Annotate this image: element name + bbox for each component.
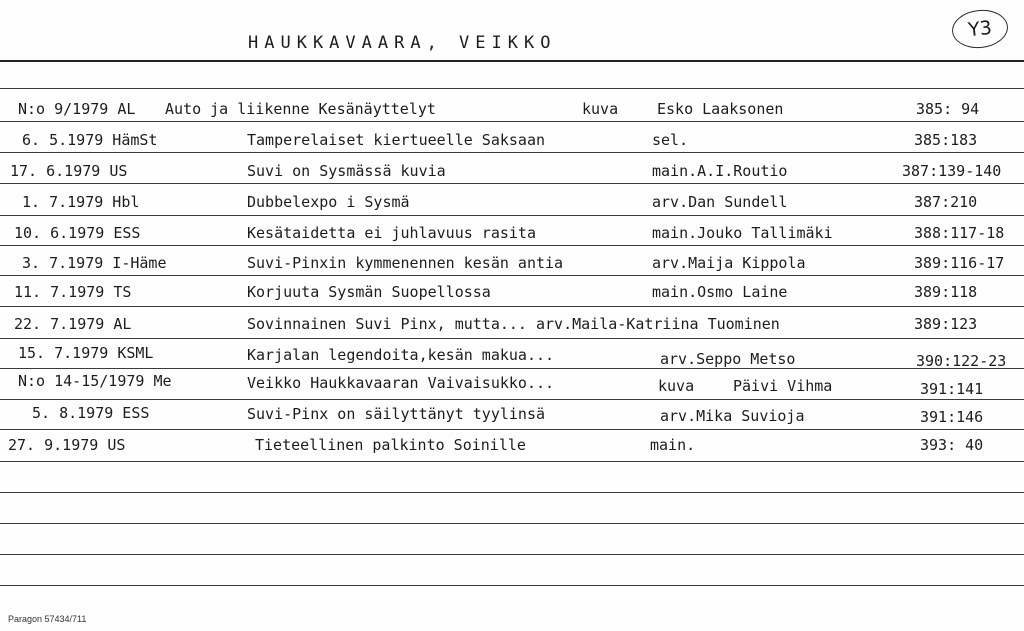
ruled-line	[0, 368, 1024, 369]
entry-title: Tieteellinen palkinto Soinille	[255, 436, 526, 454]
entry-date: 11. 7.1979 TS	[14, 283, 132, 301]
entry-ref: 387:210	[914, 193, 978, 211]
ruled-line	[0, 585, 1024, 586]
entry-title: Korjuuta Sysmän Suopellossa	[247, 283, 491, 301]
ruled-line	[0, 523, 1024, 524]
entry-author: Päivi Vihma	[733, 377, 833, 395]
ruled-line	[0, 338, 1024, 339]
entry-author: sel.	[652, 131, 689, 149]
entry-date: 5. 8.1979 ESS	[32, 404, 150, 422]
entry-ref: 389:116-17	[914, 254, 1005, 272]
entry-title: Karjalan legendoita,kesän makua...	[247, 346, 555, 364]
card-title: HAUKKAVAARA, VEIKKO	[248, 33, 557, 53]
entry-ref: 389:123	[914, 315, 978, 333]
entry-date: 6. 5.1979 HämSt	[22, 131, 158, 149]
entry-date: 27. 9.1979 US	[8, 436, 126, 454]
entry-title: Dubbelexpo i Sysmä	[247, 193, 410, 211]
entry-author: main.	[650, 436, 696, 454]
entry-date: 1. 7.1979 Hbl	[22, 193, 140, 211]
entry-date: 3. 7.1979 I-Häme	[22, 254, 167, 272]
ruled-line	[0, 275, 1024, 276]
entry-date: 10. 6.1979 ESS	[14, 224, 141, 242]
entry-title: Suvi-Pinxin kymmenennen kesän antia	[247, 254, 564, 272]
ruled-line	[0, 492, 1024, 493]
entry-author: arv.Maija Kippola	[652, 254, 806, 272]
entry-title: Suvi on Sysmässä kuvia	[247, 162, 446, 180]
entry-ref: 388:117-18	[914, 224, 1005, 242]
entry-date: 22. 7.1979 AL	[14, 315, 132, 333]
entry-ref: 391:146	[920, 408, 984, 426]
ruled-line	[0, 461, 1024, 462]
entry-title: Veikko Haukkavaaran Vaivaisukko...	[247, 374, 555, 392]
entry-ref: 389:118	[914, 283, 978, 301]
entry-date: 15. 7.1979 KSML	[18, 344, 154, 362]
entry-author: Esko Laaksonen	[657, 100, 784, 118]
entry-title: Tamperelaiset kiertueelle Saksaan	[247, 131, 546, 149]
entry-author: main.Osmo Laine	[652, 283, 788, 301]
ruled-line	[0, 399, 1024, 400]
entry-author: main.A.I.Routio	[652, 162, 788, 180]
entry-date: 17. 6.1979 US	[10, 162, 128, 180]
entry-title: Auto ja liikenne Kesänäyttelyt	[165, 100, 436, 118]
entry-author: arv.Dan Sundell	[652, 193, 788, 211]
ruled-line	[0, 88, 1024, 89]
entry-title: Suvi-Pinx on säilyttänyt tyylinsä	[247, 405, 546, 423]
ruled-line	[0, 183, 1024, 184]
entry-ref: 385: 94	[916, 100, 980, 118]
entry-author: arv.Mika Suvioja	[660, 407, 805, 425]
ruled-line	[0, 245, 1024, 246]
entry-date: N:o 14-15/1979 Me	[18, 372, 172, 390]
ruled-line	[0, 152, 1024, 153]
entry-ref: 393: 40	[920, 436, 984, 454]
entry-ref: 390:122-23	[916, 352, 1007, 370]
ruled-line	[0, 306, 1024, 307]
entry-author: arv.Seppo Metso	[660, 350, 796, 368]
entry-title: Kesätaidetta ei juhlavuus rasita	[247, 224, 536, 242]
entry-ref: 387:139-140	[902, 162, 1002, 180]
entry-ref: 391:141	[920, 380, 984, 398]
ruled-line	[0, 429, 1024, 430]
header-rule	[0, 60, 1024, 62]
ruled-line	[0, 554, 1024, 555]
entry-date: N:o 9/1979 AL	[18, 100, 136, 118]
entry-title: Sovinnainen Suvi Pinx, mutta... arv.Maila-Katriina Tuominen	[247, 315, 780, 333]
ruled-line	[0, 215, 1024, 216]
card-footer: Paragon 57434/711	[8, 614, 87, 624]
entry-author: kuva	[582, 100, 619, 118]
card-number-stamp: Y3	[950, 7, 1010, 51]
entry-author: main.Jouko Tallimäki	[652, 224, 833, 242]
ruled-line	[0, 121, 1024, 122]
entry-ref: 385:183	[914, 131, 978, 149]
entry-author: kuva	[658, 377, 695, 395]
